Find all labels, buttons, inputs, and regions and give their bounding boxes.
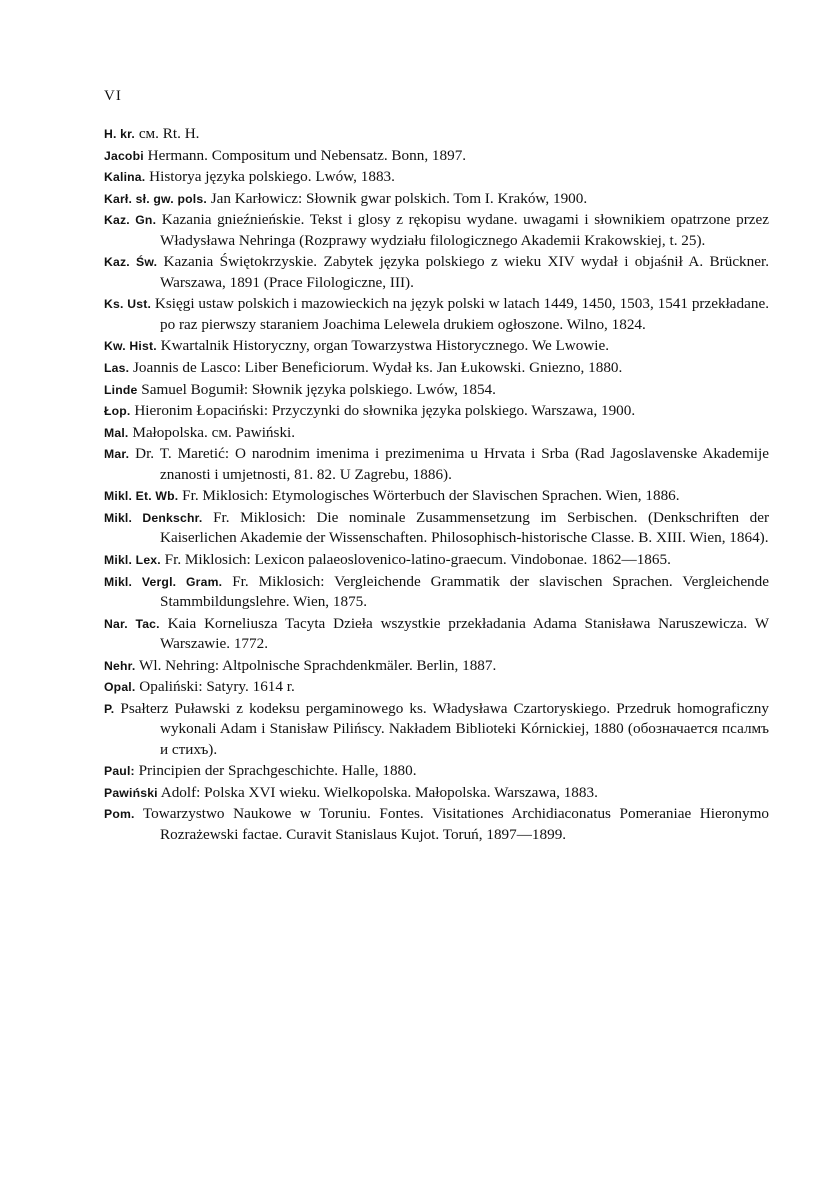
bibliography-entry — [104, 252, 769, 293]
bibliography-entry — [104, 124, 769, 144]
entry-text: Małopolska. см. Pawiński. — [132, 423, 296, 441]
bibliography-entry — [104, 336, 769, 356]
entry-text: Hermann. Compositum und Nebensatz. Bonn, 1897. — [147, 146, 467, 164]
entry-abbreviation: Kaz. Św. — [104, 255, 158, 270]
bibliography-entry — [104, 486, 769, 506]
entry-text: Fr. Miklosich: Lexicon palaeoslovenico-latino-graecum. Vindobonae. 1862—1865. — [164, 550, 671, 568]
page-number: VI — [104, 88, 122, 104]
entry-abbreviation: Mal. — [104, 425, 129, 440]
bibliography-entry — [104, 699, 769, 760]
bibliography-entry — [104, 656, 769, 676]
entry-text: Wl. Nehring: Altpolnische Sprachdenkmäler. Berlin, 1887. — [139, 656, 497, 674]
entry-abbreviation: Karł. sł. gw. pols. — [104, 191, 207, 206]
entry-abbreviation: Mikl. Et. Wb. — [104, 489, 179, 504]
bibliography-entry — [104, 804, 769, 845]
entry-text: Towarzystwo Naukowe w Toruniu. Fontes. Visitationes Archidiaconatus Pomeraniae Hieronymo Rozrażewski factae. Curavit Stanislaus Kujot. Toruń, 1897—1899. — [142, 805, 769, 843]
entry-abbreviation: Mikl. Denkschr. — [104, 510, 203, 525]
entry-text: Fr. Miklosich: Etymologisches Wörterbuch der Slavischen Sprachen. Wien, 1886. — [182, 487, 680, 505]
bibliography-entry — [104, 614, 769, 655]
bibliography-entry — [104, 401, 769, 421]
bibliography-entry — [104, 423, 769, 443]
entry-text: Samuel Bogumił: Słownik języka polskiego. Lwów, 1854. — [141, 380, 496, 398]
bibliography-list — [104, 124, 769, 846]
entry-text: Księgi ustaw polskich i mazowieckich na język polski w latach 1449, 1450, 1503, 1541 przekładane. po raz pierwszy staraniem Joachima Lelewela drukiem ogłoszone. Wilno, 1824. — [154, 295, 769, 333]
entry-abbreviation: H. kr. — [104, 127, 136, 141]
entry-text: Opaliński: Satyry. 1614 r. — [139, 678, 295, 696]
entry-text: Kazania gnieźnieńskie. Tekst i glosy z rękopisu wydane. uwagami i słownikiem opatrzone przez Władysława Nehringa (Rozprawy wydziału filologicznego Akademii Krakowskiej, t. 25). — [160, 211, 769, 249]
entry-abbreviation: Opal. — [104, 680, 136, 695]
entry-text: Jan Karłowicz: Słownik gwar polskich. Tom I. Kraków, 1900. — [210, 189, 588, 207]
entry-text: Principien der Sprachgeschichte. Halle, 1880. — [138, 762, 417, 780]
bibliography-entry — [104, 294, 769, 335]
entry-abbreviation: Nehr. — [104, 658, 136, 673]
entry-abbreviation: Nar. Tac. — [104, 616, 160, 631]
entry-abbreviation: Jacobi — [104, 148, 144, 163]
entry-abbreviation: P. — [104, 701, 115, 716]
entry-abbreviation: Linde — [104, 382, 138, 397]
entry-text: Fr. Miklosich: Vergleichende Grammatik der slavischen Sprachen. Vergleichende Stammbildungslehre. Wien, 1875. — [160, 572, 769, 610]
entry-abbreviation: Las. — [104, 360, 130, 375]
entry-abbreviation: Kw. Hist. — [104, 339, 157, 354]
bibliography-entry — [104, 380, 769, 400]
bibliography-entry — [104, 508, 769, 549]
entry-abbreviation: Ks. Ust. — [104, 297, 152, 312]
bibliography-entry — [104, 358, 769, 378]
entry-abbreviation: Kalina. — [104, 170, 146, 185]
bibliography-entry — [104, 677, 769, 697]
entry-text: Fr. Miklosich: Die nominale Zusammensetzung im Serbischen. (Denkschriften der Kaiserlichen Akademie der Wissenschaften. Philosophisch-historische Classe. B. XIII. Wien, 1864). — [160, 508, 770, 547]
entry-abbreviation: Łop. — [104, 404, 131, 419]
entry-abbreviation: Mikl. Lex. — [104, 552, 161, 567]
entry-text: Joannis de Lasco: Liber Beneficiorum. Wydał ks. Jan Łukowski. Gniezno, 1880. — [132, 358, 623, 376]
bibliography-entry — [104, 146, 769, 166]
bibliography-entry — [104, 761, 769, 781]
entry-text: Dr. T. Maretić: O narodnim imenima i prezimenima u Hrvata i Srba (Rad Jagoslavenske Akademije znanosti i umjetnosti, 81. 82. U Zagrebu, 1886). — [135, 445, 769, 483]
entry-text: Kazania Świętokrzyskie. Zabytek języka polskiego z wieku XIV wydał i objaśnił A. Brückner. Warszawa, 1891 (Prace Filologiczne, III). — [160, 253, 770, 291]
entry-abbreviation: Paul: — [104, 764, 135, 779]
entry-text: Adolf: Polska XVI wieku. Wielkopolska. Małopolska. Warszawa, 1883. — [160, 783, 598, 801]
bibliography-entry — [104, 444, 769, 485]
entry-text: см. Rt. H. — [138, 125, 200, 142]
bibliography-entry — [104, 572, 769, 613]
bibliography-entry — [104, 167, 769, 187]
entry-text: Kwartalnik Historyczny, organ Towarzystwa Historycznego. We Lwowie. — [160, 337, 610, 355]
bibliography-entry — [104, 189, 769, 209]
entry-text: Psałterz Puławski z kodeksu pergaminowego ks. Władysława Czartoryskiego. Przedruk homograficzny wykonali Adam i Stanisław Pilińscy. Nakładem Biblioteki Kórnickiej, 1880 (обозначается псалмъ и стихъ). — [120, 699, 769, 758]
entry-abbreviation: Mikl. Vergl. Gram. — [104, 574, 223, 589]
bibliography-entry — [104, 783, 769, 803]
entry-abbreviation: Pawiński — [104, 785, 158, 800]
entry-abbreviation: Mar. — [104, 447, 130, 462]
entry-text: Hieronim Łopaciński: Przyczynki do słownika języka polskiego. Warszawa, 1900. — [134, 402, 636, 420]
entry-text: Historya języka polskiego. Lwów, 1883. — [149, 168, 395, 186]
bibliography-entry — [104, 210, 769, 251]
bibliography-entry — [104, 550, 769, 570]
entry-text: Kaia Korneliusza Tacyta Dzieła wszystkie przekładania Adama Stanisława Naruszewicza. W Warszawie. 1772. — [160, 614, 770, 652]
entry-abbreviation: Pom. — [104, 807, 135, 822]
entry-abbreviation: Kaz. Gn. — [104, 213, 157, 228]
